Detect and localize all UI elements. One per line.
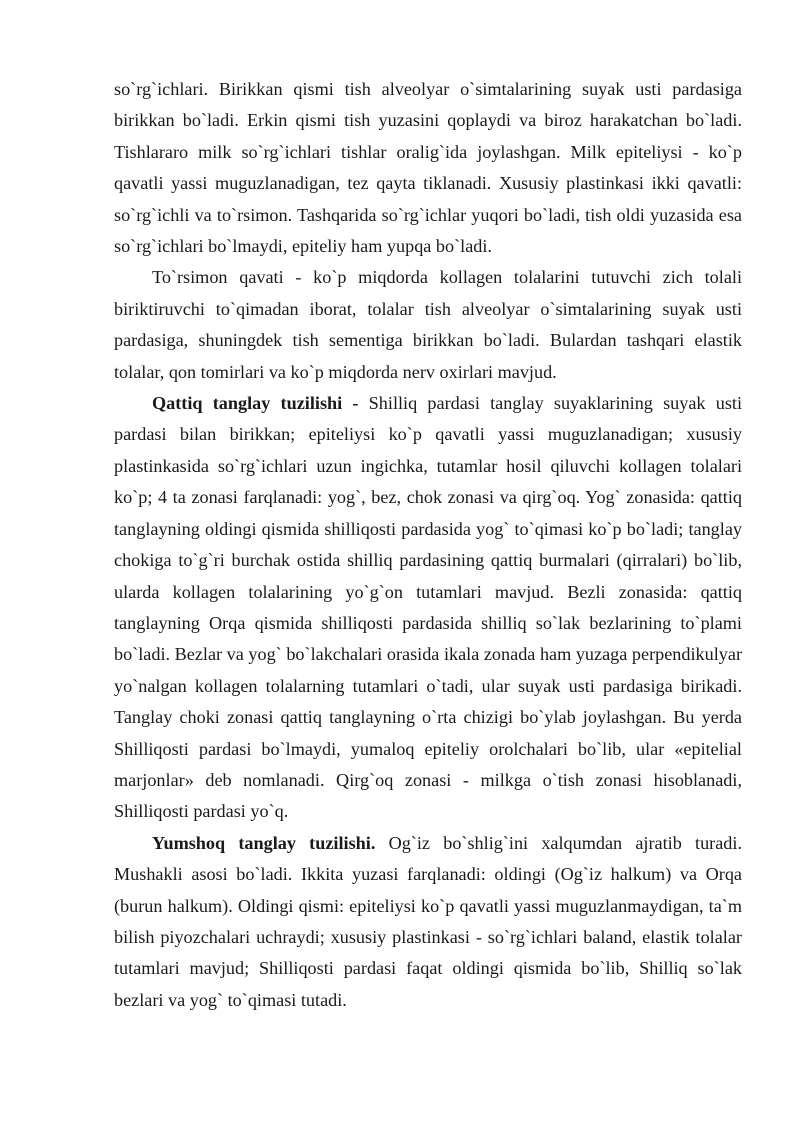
paragraph-text: Shilliq pardasi tanglay suyaklarining suyak usti pardasi bilan birikkan; epiteliysi ko`p qavatli yassi muguzlanadigan; xususiy plastinkasida so`rg`ichlari uzun ingichka, tutamlar hosil qiluvchi kollagen tolalari ko`p; 4 ta zonasi farqlanadi: yog`, bez, chok zonasi va qirg`oq. Yog` zonasida: qattiq tanglayning oldingi qismida shilliqosti pardasida yog` to`qimasi ko`p bo`ladi; tanglay chokiga to`g`ri burchak ostida shilliq pardasining qattiq burmalari (qirralari) bo`lib, ularda kollagen tolalarining yo`g`on tutamlari mavjud. Bezli zonasida: qattiq tanglayning Orqa qismida shilliqosti pardasida shilliq so`lak bezlarining to`plami bo`ladi. Bezlar va yog` bo`lakchalari orasida ikala zonada ham yuzaga perpendikulyar yo`nalgan kollagen tolalarning tutamlari o`tadi, ular suyak usti pardasiga birikadi. Tanglay choki zonasi qattiq tanglayning o`rta chizigi bo`ylab joylashgan. Bu yerda Shilliqosti pardasi bo`lmaydi, yumaloq epiteliy orolchalari bo`lib, ular «epitelial marjonlar» deb nomlanadi. Qirg`oq zonasi - milkga o`tish zonasi hisoblanadi, Shilliqosti pardasi yo`q. — [114, 393, 743, 822]
document-page — [114, 74, 742, 1016]
paragraph-reticular-layer — [114, 262, 742, 388]
section-heading-hard-palate: Qattiq tanglay tuzilishi - — [152, 393, 359, 414]
paragraph-gum-structure — [114, 74, 742, 262]
section-heading-soft-palate: Yumshoq tanglay tuzilishi. — [152, 832, 376, 853]
paragraph-text: To`rsimon qavati - ko`p miqdorda kollagen tolalarini tutuvchi zich tolali biriktiruvchi to`qimadan iborat, tolalar tish alveolyar o`simtalarining suyak usti pardasiga, shuningdek tish sementiga birikkan bo`ladi. Bulardan tashqari elastik tolalar, qon tomirlari va ko`p miqdorda nerv oxirlari mavjud. — [114, 267, 742, 382]
paragraph-text: Og`iz bo`shlig`ini xalqumdan ajratib turadi. Mushakli asosi bo`ladi. Ikkita yuzasi farqlanadi: oldingi (Og`iz halkum) va Orqa (burun halkum). Oldingi qismi: epiteliysi ko`p qavatli yassi muguzlanmaydigan, ta`m bilish piyozchalari uchraydi; xususiy plastinkasi - so`rg`ichlari baland, elastik tolalar tutamlari mavjud; Shilliqosti pardasi faqat oldingi qismida bo`lib, Shilliq so`lak bezlari va yog` to`qimasi tutadi. — [114, 832, 742, 1010]
paragraph-hard-palate — [114, 388, 742, 828]
paragraph-soft-palate — [114, 828, 742, 1016]
paragraph-text: so`rg`ichlari. Birikkan qismi tish alveolyar o`simtalarining suyak usti pardasiga birikkan bo`ladi. Erkin qismi tish yuzasini qoplaydi va biroz harakatchan bo`ladi. Tishlararo milk so`rg`ichlari tishlar oralig`ida joylashgan. Milk epiteliysi - ko`p qavatli yassi muguzlanadigan, tez qayta tiklanadi. Xususiy plastinkasi ikki qavatli: so`rg`ichli va to`rsimon. Tashqarida so`rg`ichlar yuqori bo`ladi, tish oldi yuzasida esa so`rg`ichlari bo`lmaydi, epiteliy ham yupqa bo`ladi. — [114, 79, 742, 257]
